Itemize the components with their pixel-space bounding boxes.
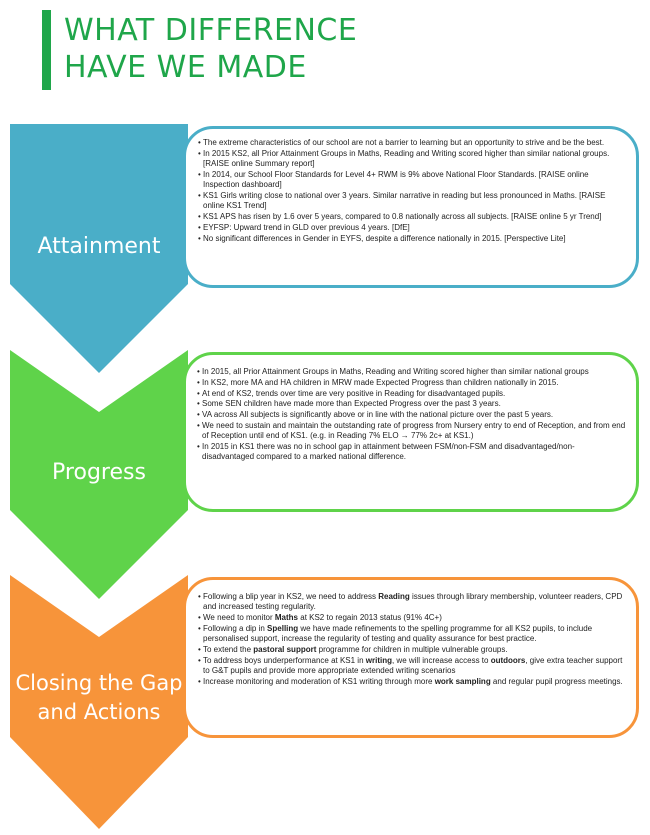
closing-gap-label bbox=[10, 669, 188, 727]
attainment-list bbox=[195, 138, 626, 244]
page-title bbox=[64, 12, 357, 86]
closing-gap-list bbox=[195, 592, 626, 687]
list-item: • To address boys underperformance at KS1 in writing, we will increase access to outdoors, give extra teacher support to G&T pupils and provide more appropriate extended writing scenarios bbox=[198, 655, 623, 676]
progress-label: Progress bbox=[52, 460, 146, 485]
page-title-line-1: WHAT DIFFERENCE bbox=[64, 13, 358, 48]
list-item: • To extend the pastoral support programme for children in multiple vulnerable groups. bbox=[198, 644, 508, 654]
page-title-line-2: HAVE WE MADE bbox=[64, 50, 307, 85]
list-item: • Increase monitoring and moderation of KS1 writing through more work sampling and regular pupil progress meetings. bbox=[198, 676, 623, 686]
list-item: • In 2014, our School Floor Standards for Level 4+ RWM is 9% above National Floor Standards. [RAISE online Inspection dashboard] bbox=[198, 169, 589, 190]
progress-section bbox=[0, 350, 650, 600]
list-item: • We need to sustain and maintain the outstanding rate of progress from Nursery entry to end of Reception, and from end of Reception until end of KS1. (e.g. in Reading 7% ELO → 77% 2c+ at KS1.) bbox=[197, 420, 626, 441]
list-item: • KS1 APS has risen by 1.6 over 5 years, compared to 0.8 nationally across all subjects. [RAISE online 5 yr Trend] bbox=[198, 212, 602, 222]
list-item: • The extreme characteristics of our school are not a barrier to learning but an opportunity to strive and be the best. bbox=[198, 138, 605, 147]
closing-gap-section bbox=[0, 575, 650, 830]
list-item: • At end of KS2, trends over time are very positive in Reading for disadvantaged pupils. bbox=[197, 388, 506, 398]
closing-gap-label-line-1: Closing the Gap bbox=[15, 671, 183, 695]
list-item: • VA across All subjects is significantly above or in line with the national picture over the past 5 years. bbox=[197, 410, 554, 420]
closing-gap-label-line-2: and Actions bbox=[37, 700, 161, 724]
list-item: • In 2015 KS2, all Prior Attainment Groups in Maths, Reading and Writing scored higher than similar national groups. [RAISE online Summary report] bbox=[198, 148, 610, 169]
list-item: • Following a blip year in KS2, we need to address Reading issues through library membership, volunteer readers, CPD and increased testing regularity. bbox=[198, 592, 623, 612]
list-item: • In 2015 in KS1 there was no in school gap in attainment between FSM/non-FSM and disadvantaged/non-disadvantaged compared to a marked national difference. bbox=[197, 442, 575, 462]
list-item: • EYFSP: Upward trend in GLD over previous 4 years. [DfE] bbox=[198, 222, 410, 232]
list-item: • We need to monitor Maths at KS2 to regain 2013 status (91% 4C+) bbox=[198, 613, 442, 623]
attainment-box bbox=[183, 126, 639, 288]
list-item: • In KS2, more MA and HA children in MRW made Expected Progress than children nationally in 2015. bbox=[197, 377, 559, 387]
list-item: • Following a dip in Spelling we have made refinements to the spelling programme for all KS2 pupils, to include personalised support, increase the regularity of testing and quality assurance for best practice. bbox=[198, 623, 593, 644]
progress-list bbox=[194, 367, 626, 463]
title-accent-bar bbox=[42, 10, 51, 90]
list-item: • Some SEN children have made more than Expected Progress over the past 3 years. bbox=[197, 399, 501, 409]
progress-box bbox=[183, 352, 639, 512]
closing-gap-box bbox=[183, 577, 639, 738]
list-item: • No significant differences in Gender in EYFS, despite a difference nationally in 2015. [Perspective Lite] bbox=[198, 233, 566, 243]
list-item: • In 2015, all Prior Attainment Groups in Maths, Reading and Writing scored higher than similar national groups bbox=[197, 367, 589, 376]
attainment-section bbox=[0, 124, 650, 374]
attainment-label: Attainment bbox=[37, 234, 161, 259]
list-item: • KS1 Girls writing close to national over 3 years. Similar narrative in reading but less pronounced in Maths. [RAISE online KS1 Trend] bbox=[198, 190, 606, 211]
